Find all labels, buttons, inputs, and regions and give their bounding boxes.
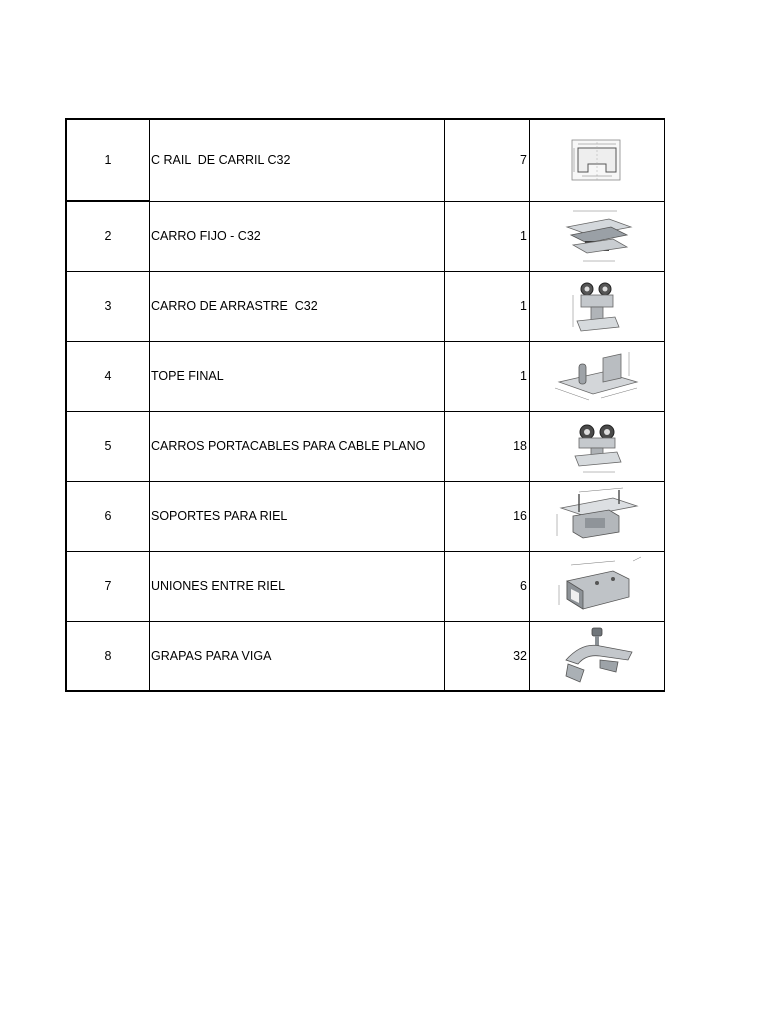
item-quantity: 1 bbox=[445, 271, 530, 341]
item-description: CARRO FIJO - C32 bbox=[150, 201, 445, 271]
item-quantity: 18 bbox=[445, 411, 530, 481]
item-quantity: 6 bbox=[445, 551, 530, 621]
item-description: TOPE FINAL bbox=[150, 341, 445, 411]
item-number: 4 bbox=[66, 341, 150, 411]
rail-joint-icon bbox=[549, 555, 645, 617]
table-row bbox=[66, 201, 665, 271]
item-description: CARROS PORTACABLES PARA CABLE PLANO bbox=[150, 411, 445, 481]
fixed-trolley-icon bbox=[559, 205, 635, 267]
table-row bbox=[66, 271, 665, 341]
item-description: UNIONES ENTRE RIEL bbox=[150, 551, 445, 621]
rail-support-icon bbox=[549, 486, 645, 546]
item-number: 1 bbox=[66, 119, 150, 201]
parts-table bbox=[65, 118, 665, 692]
c-rail-profile-icon bbox=[562, 134, 632, 186]
item-number: 7 bbox=[66, 551, 150, 621]
table-row bbox=[66, 411, 665, 481]
item-number: 8 bbox=[66, 621, 150, 691]
beam-clamp-icon bbox=[556, 624, 638, 688]
cable-trolley-icon bbox=[565, 416, 629, 476]
table-row bbox=[66, 621, 665, 691]
item-description: SOPORTES PARA RIEL bbox=[150, 481, 445, 551]
item-description: CARRO DE ARRASTRE C32 bbox=[150, 271, 445, 341]
item-number: 5 bbox=[66, 411, 150, 481]
item-number: 2 bbox=[66, 201, 150, 271]
table-row bbox=[66, 341, 665, 411]
item-description: C RAIL DE CARRIL C32 bbox=[150, 119, 445, 201]
table-row bbox=[66, 551, 665, 621]
item-quantity: 7 bbox=[445, 119, 530, 201]
table-row bbox=[66, 119, 665, 201]
item-quantity: 1 bbox=[445, 201, 530, 271]
end-stop-icon bbox=[551, 348, 643, 404]
item-number: 6 bbox=[66, 481, 150, 551]
item-quantity: 16 bbox=[445, 481, 530, 551]
item-description: GRAPAS PARA VIGA bbox=[150, 621, 445, 691]
table-row bbox=[66, 481, 665, 551]
item-number: 3 bbox=[66, 271, 150, 341]
item-quantity: 1 bbox=[445, 341, 530, 411]
item-quantity: 32 bbox=[445, 621, 530, 691]
towing-trolley-icon bbox=[567, 275, 627, 337]
